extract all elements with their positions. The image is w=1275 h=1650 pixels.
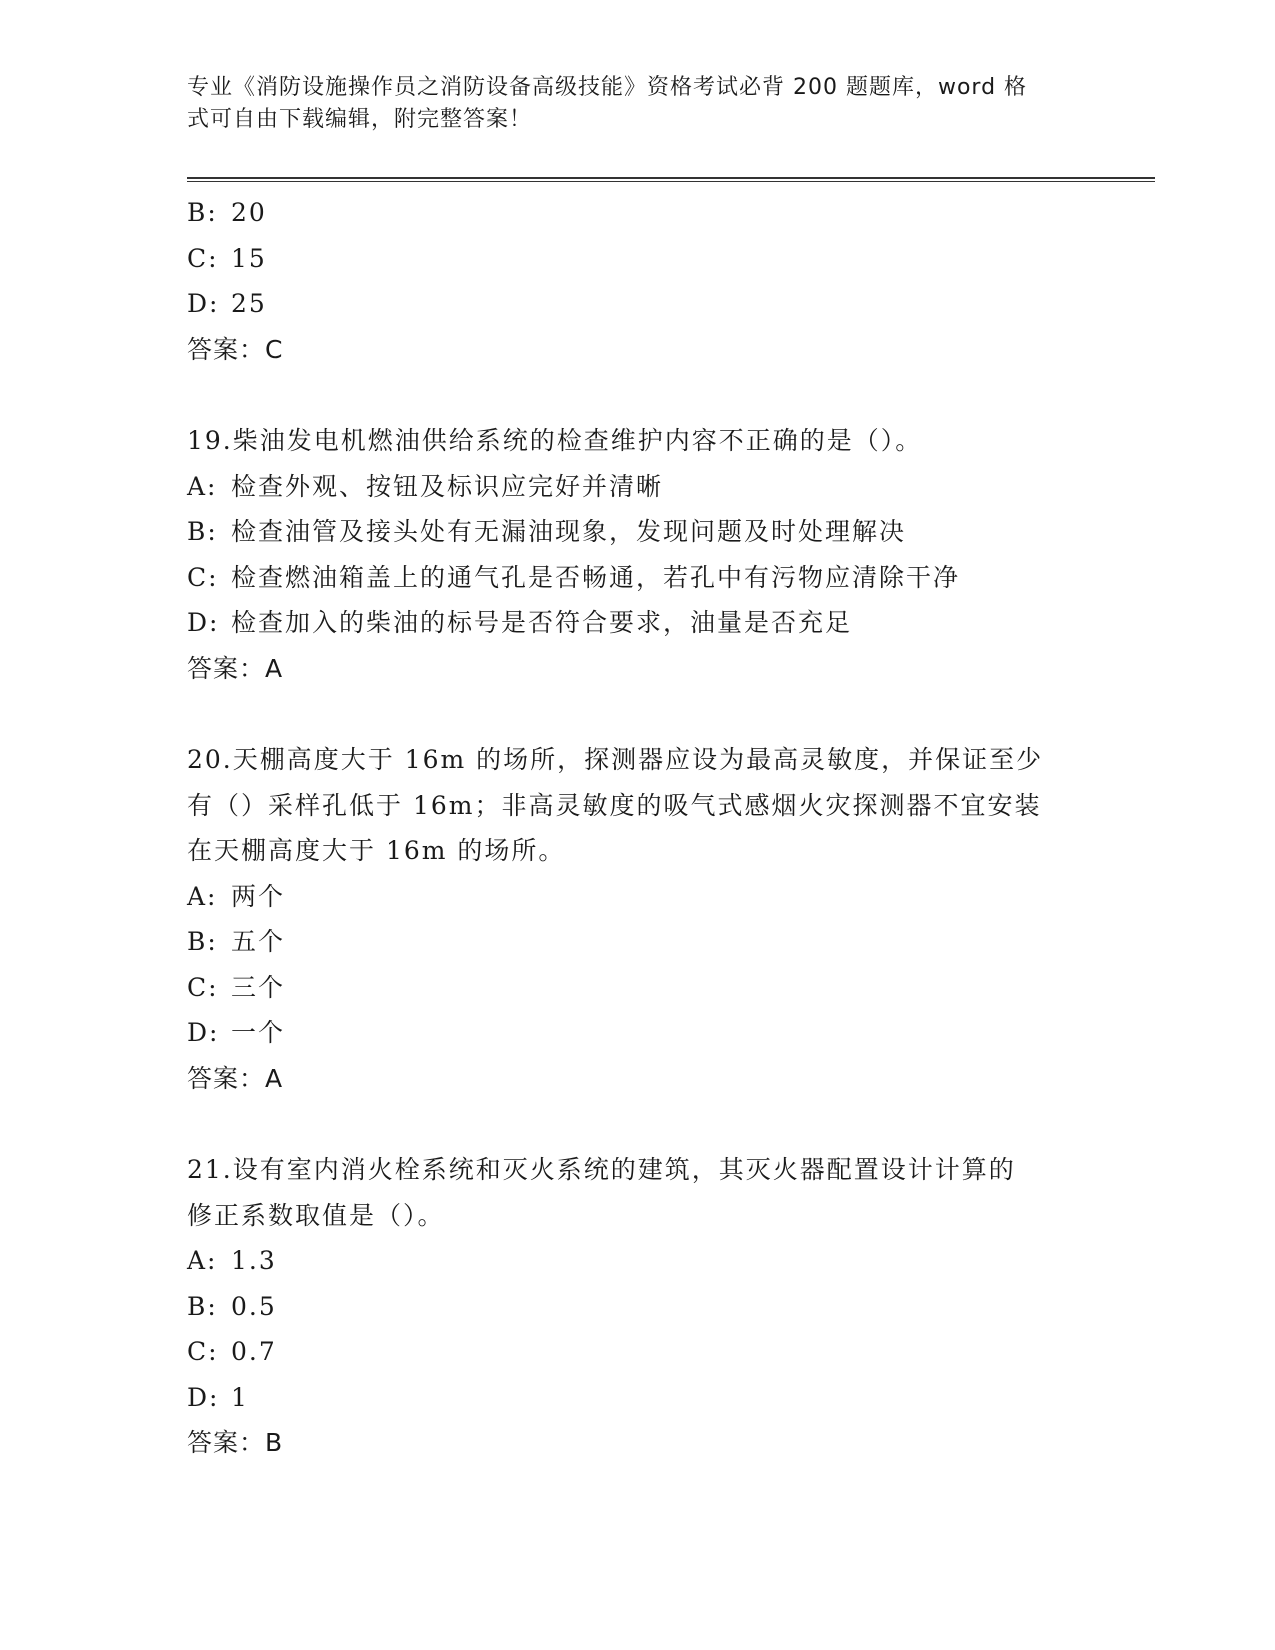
option-a: A: 1.3 xyxy=(187,1246,277,1275)
option-d: D: 一个 xyxy=(187,1018,286,1047)
answer-line: 答案：C xyxy=(187,334,284,364)
answer-line: 答案：A xyxy=(187,653,284,683)
option-a: A: 检查外观、按钮及标识应完好并清晰 xyxy=(187,471,664,501)
question-19-block xyxy=(187,418,1087,691)
question-text-line-2: 修正系数取值是（）。 xyxy=(187,1200,445,1230)
question-text-line-1: 20.天棚高度大于 16m 的场所，探测器应设为最高灵敏度，并保证至少 xyxy=(187,745,1044,774)
option-c: C: 检查燃油箱盖上的通气孔是否畅通，若孔中有污物应清除干净 xyxy=(187,562,961,592)
question-text-line-1: 21.设有室内消火栓系统和灭火系统的建筑，其灭火器配置设计计算的 xyxy=(187,1155,1016,1184)
option-d: D: 检查加入的柴油的标号是否符合要求，油量是否充足 xyxy=(187,608,853,637)
document-body xyxy=(187,190,1087,1466)
question-text-line-3: 在天棚高度大于 16m 的场所。 xyxy=(187,836,566,865)
option-c: C: 15 xyxy=(187,243,267,273)
option-c: C: 三个 xyxy=(187,972,286,1002)
option-b: B: 五个 xyxy=(187,927,286,956)
prev-question-block xyxy=(187,190,1087,372)
option-b: B: 20 xyxy=(187,198,267,227)
option-d: D: 25 xyxy=(187,289,267,318)
option-b: B: 检查油管及接头处有无漏油现象，发现问题及时处理解决 xyxy=(187,517,907,546)
option-d: D: 1 xyxy=(187,1382,249,1412)
answer-line: 答案：A xyxy=(187,1063,284,1093)
question-20-block xyxy=(187,737,1087,1101)
answer-line: 答案：B xyxy=(187,1428,284,1457)
question-text-line-2: 有（）采样孔低于 16m；非高灵敏度的吸气式感烟火灾探测器不宜安装 xyxy=(187,790,1042,820)
option-b: B: 0.5 xyxy=(187,1291,277,1321)
option-c: C: 0.7 xyxy=(187,1337,277,1366)
option-a: A: 两个 xyxy=(187,881,286,911)
header-divider xyxy=(187,177,1155,182)
question-21-block xyxy=(187,1147,1087,1466)
document-header xyxy=(187,72,1067,136)
question-text: 19.柴油发电机燃油供给系统的检查维护内容不正确的是（）。 xyxy=(187,426,923,455)
header-line-2: 式可自由下载编辑，附完整答案！ xyxy=(187,107,533,132)
header-line-1: 专业《消防设施操作员之消防设备高级技能》资格考试必背 200 题题库，word 格 xyxy=(187,75,1028,100)
